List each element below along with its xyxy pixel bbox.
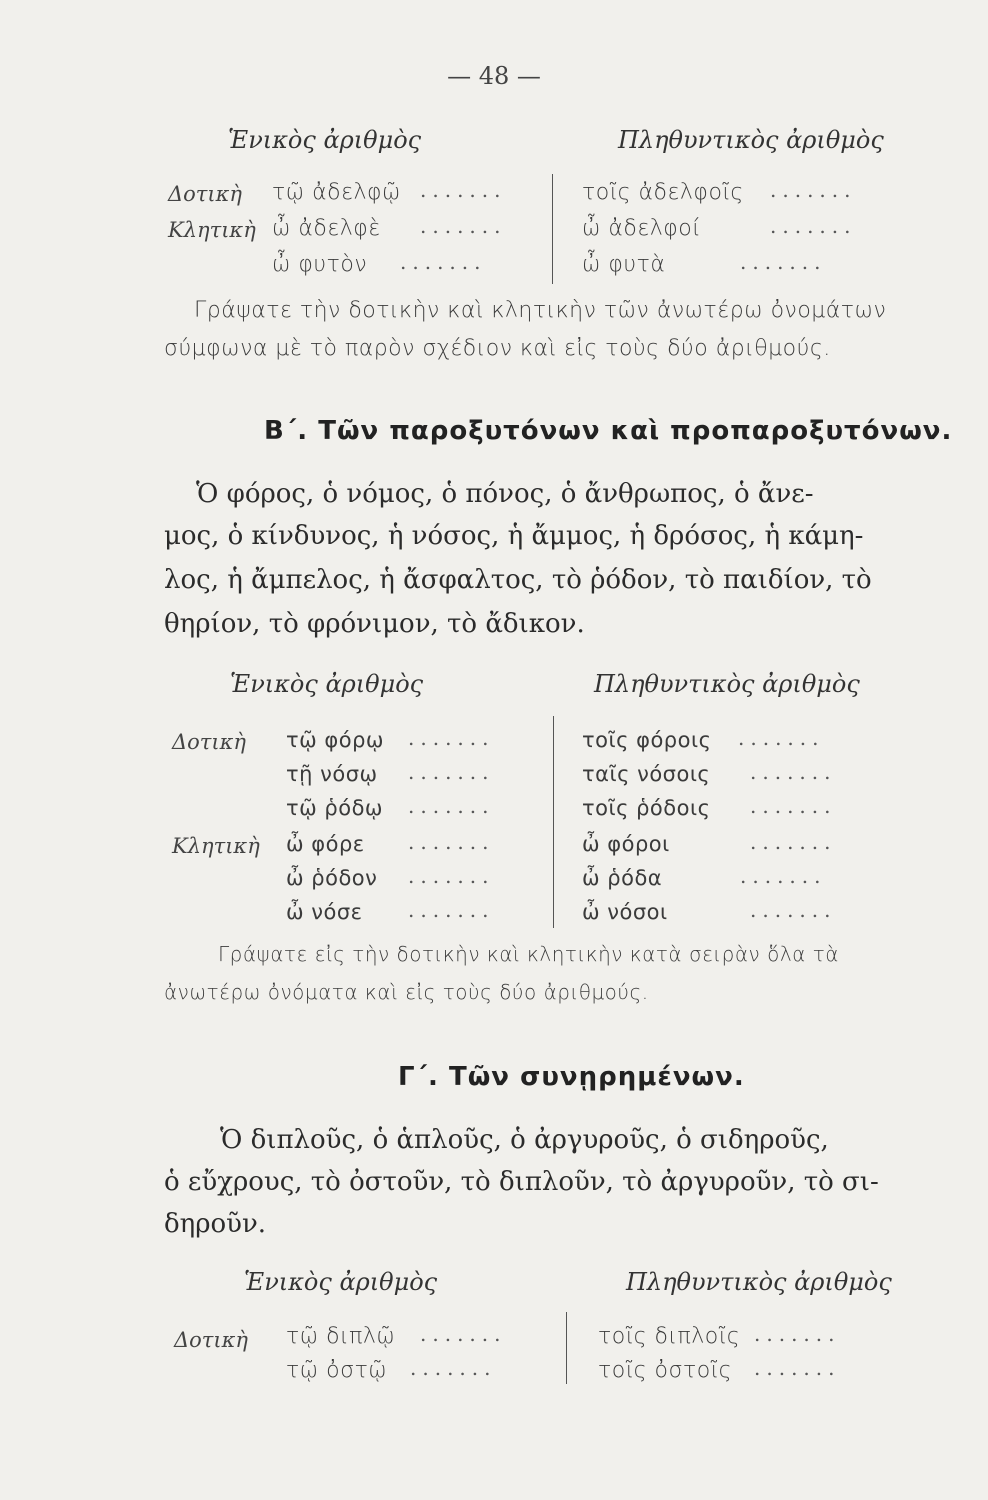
table2-row3-plural: τοῖς ῥόδοις bbox=[582, 796, 711, 820]
table1-row1-leader-left: ....... bbox=[420, 178, 507, 202]
table1-row3-singular: ὦ φυτὸν bbox=[272, 252, 368, 277]
table2-row3-singular: τῷ ῥόδῳ bbox=[286, 796, 384, 820]
table3-row1-singular: τῷ διπλῷ bbox=[286, 1324, 396, 1349]
table1-row3-leader-right: ....... bbox=[740, 250, 827, 274]
exercise1-line2: σύμφωνα μὲ τὸ παρὸν σχέδιον καὶ εἰς τοὺς δύο ἀριθμούς. bbox=[164, 336, 831, 361]
table3-row2-leader-left: ....... bbox=[410, 1356, 497, 1380]
table2-row3-leader-right: ....... bbox=[750, 794, 837, 818]
table2-head-singular: Ἑνικὸς ἀριθμὸς bbox=[230, 670, 424, 698]
table2-divider bbox=[553, 716, 554, 928]
table3-row2-singular: τῷ ὀστῷ bbox=[286, 1358, 388, 1383]
table1-row1-leader-right: ....... bbox=[770, 178, 857, 202]
table3-head-plural: Πληθυντικὸς ἀριθμὸς bbox=[626, 1268, 892, 1296]
section-c-heading: Γ΄. Τῶν συνῃρημένων. bbox=[398, 1062, 745, 1092]
table1-divider bbox=[552, 174, 553, 284]
table2-row1-singular: τῷ φόρῳ bbox=[286, 728, 385, 752]
table1-row2-leader-left: ....... bbox=[420, 214, 507, 238]
table1-head-plural: Πληθυντικὸς ἀριθμὸς bbox=[618, 126, 884, 154]
exercise2-line1: Γράψατε εἰς τὴν δοτικὴν καὶ κλητικὴν κατὰ σειρὰν ὅλα τὰ bbox=[218, 942, 839, 966]
table2-row5-singular: ὦ ῥόδον bbox=[286, 866, 378, 890]
table2-row2-singular: τῇ νόσῳ bbox=[286, 762, 378, 786]
table2-row1-leader-right: ....... bbox=[738, 726, 825, 750]
table2-row5-leader-right: ....... bbox=[740, 864, 827, 888]
para-b-line3: λος, ἡ ἄμπελος, ἡ ἄσφαλτος, τὸ ῥόδον, τὸ παιδίον, τὸ bbox=[164, 565, 872, 595]
table2-row3-leader-left: ....... bbox=[408, 794, 495, 818]
table3-row1-plural: τοῖς διπλοῖς bbox=[598, 1324, 741, 1349]
table1-row3-plural: ὦ φυτὰ bbox=[582, 252, 666, 277]
table2-row1-leader-left: ....... bbox=[408, 726, 495, 750]
table3-row1-label: Δοτικὴ bbox=[174, 1328, 249, 1352]
para-b-line4: θηρίον, τὸ φρόνιμον, τὸ ἄδικον. bbox=[164, 609, 585, 639]
table2-row4-leader-left: ....... bbox=[408, 830, 495, 854]
para-c-line1: Ὁ διπλοῦς, ὁ ἁπλοῦς, ὁ ἀργυροῦς, ὁ σιδηροῦς, bbox=[220, 1125, 829, 1155]
table3-row1-leader-right: ....... bbox=[754, 1322, 841, 1346]
section-b-heading: Β΄. Τῶν παροξυτόνων καὶ προπαροξυτόνων. bbox=[264, 416, 953, 446]
table1-row1-singular: τῷ ἀδελφῷ bbox=[272, 180, 401, 205]
table3-divider bbox=[566, 1312, 567, 1384]
table2-row4-label: Κλητικὴ bbox=[172, 834, 260, 858]
table1-head-singular: Ἑνικὸς ἀριθμὸς bbox=[228, 126, 422, 154]
table2-row4-singular: ὦ φόρε bbox=[286, 832, 365, 856]
para-b-line2: μος, ὁ κίνδυνος, ἡ νόσος, ἡ ἄμμος, ἡ δρόσος, ἡ κάμη- bbox=[164, 521, 864, 551]
exercise2-line2: ἀνωτέρω ὀνόματα καὶ εἰς τοὺς δύο ἀριθμούς. bbox=[164, 980, 649, 1004]
table1-row2-plural: ὦ ἀδελφοί bbox=[582, 216, 702, 241]
para-c-line2: ὁ εὔχρους, τὸ ὀστοῦν, τὸ διπλοῦν, τὸ ἀργυροῦν, τὸ σι- bbox=[164, 1167, 879, 1197]
table2-row1-label: Δοτικὴ bbox=[172, 730, 247, 754]
table1-row2-singular: ὦ ἀδελφὲ bbox=[272, 216, 381, 241]
table1-row1-plural: τοῖς ἀδελφοῖς bbox=[582, 180, 744, 205]
table2-row6-plural: ὦ νόσοι bbox=[582, 900, 668, 924]
table2-row2-leader-left: ....... bbox=[408, 760, 495, 784]
para-b-line1: Ὁ φόρος, ὁ νόμος, ὁ πόνος, ὁ ἄνθρωπος, ὁ ἄνε- bbox=[196, 479, 814, 509]
table2-row4-plural: ὦ φόροι bbox=[582, 832, 670, 856]
table2-row6-leader-left: ....... bbox=[408, 898, 495, 922]
table3-row2-plural: τοῖς ὀστοῖς bbox=[598, 1358, 733, 1383]
para-c-line3: δηροῦν. bbox=[164, 1209, 267, 1239]
table2-row6-leader-right: ....... bbox=[750, 898, 837, 922]
table1-row3-leader-left: ....... bbox=[400, 250, 487, 274]
table2-row4-leader-right: ....... bbox=[750, 830, 837, 854]
table2-row6-singular: ὦ νόσε bbox=[286, 900, 363, 924]
table2-row2-plural: ταῖς νόσοις bbox=[582, 762, 711, 786]
page-number: — 48 — bbox=[447, 62, 541, 90]
exercise1-line1: Γράψατε τὴν δοτικὴν καὶ κλητικὴν τῶν ἀνωτέρω ὀνομάτων bbox=[194, 298, 887, 323]
table2-row5-plural: ὦ ῥόδα bbox=[582, 866, 663, 890]
table3-head-singular: Ἑνικὸς ἀριθμὸς bbox=[244, 1268, 438, 1296]
table2-head-plural: Πληθυντικὸς ἀριθμὸς bbox=[594, 670, 860, 698]
table2-row5-leader-left: ....... bbox=[408, 864, 495, 888]
table1-row2-leader-right: ....... bbox=[770, 214, 857, 238]
table3-row2-leader-right: ....... bbox=[754, 1356, 841, 1380]
table1-row1-label: Δοτικὴ bbox=[168, 182, 243, 206]
table1-row2-label: Κλητικὴ bbox=[168, 218, 256, 242]
table3-row1-leader-left: ....... bbox=[420, 1322, 507, 1346]
table2-row2-leader-right: ....... bbox=[750, 760, 837, 784]
table2-row1-plural: τοῖς φόροις bbox=[582, 728, 712, 752]
